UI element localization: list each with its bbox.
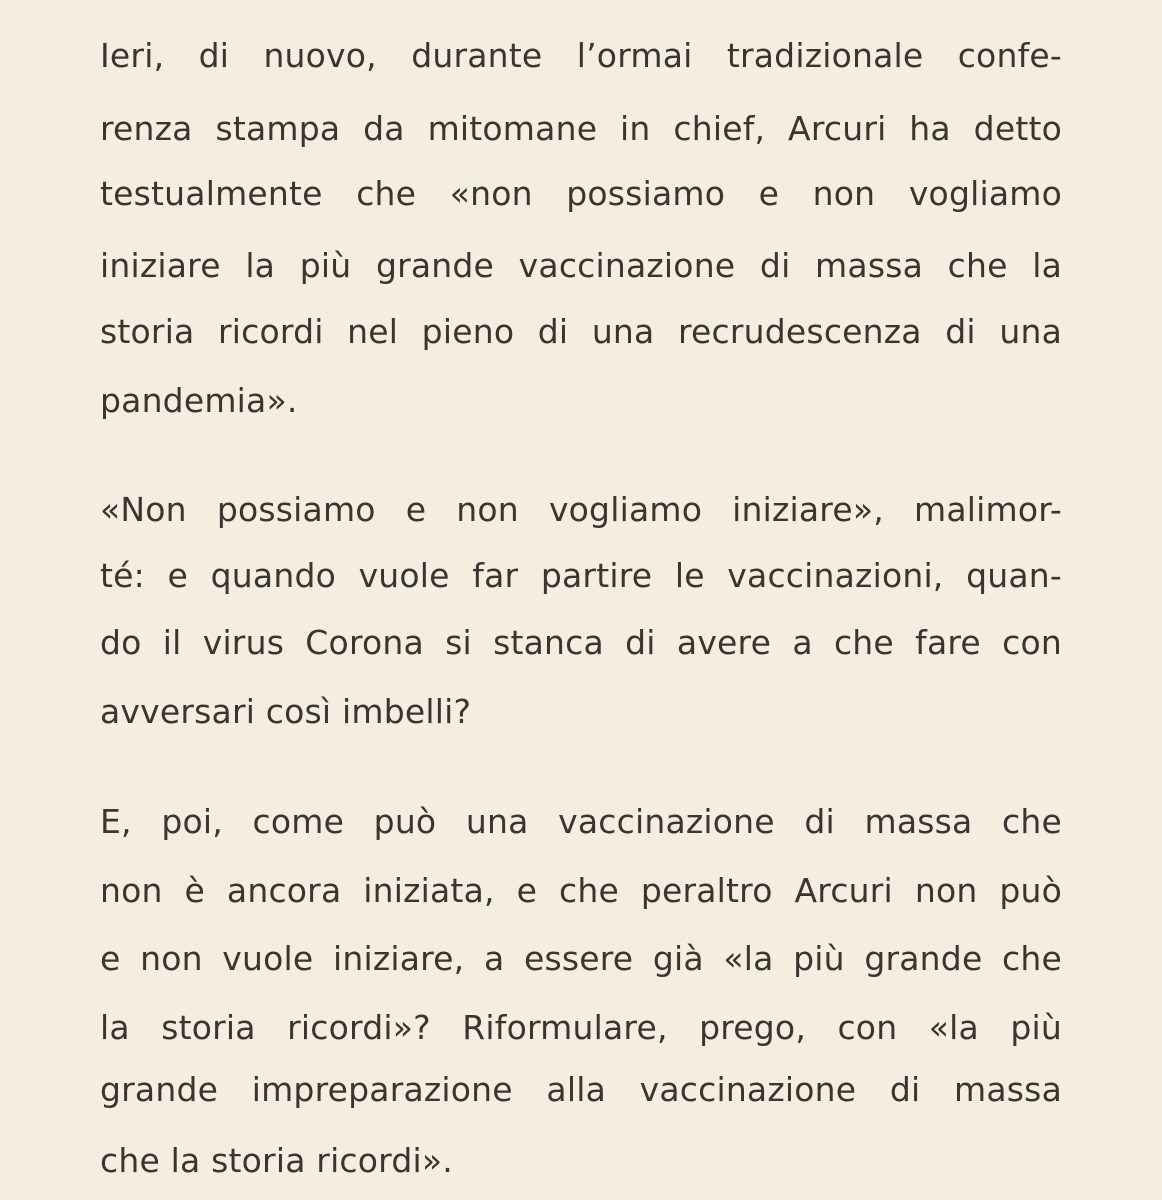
text-line: che la storia ricordi». — [100, 1141, 453, 1180]
text-line: storia ricordi nel pieno di una recrudescenza di una — [100, 312, 1062, 351]
text-line: pandemia». — [100, 381, 298, 420]
text-line: «Non possiamo e non vogliamo iniziare», malimor- — [100, 490, 1062, 529]
text-line: do il virus Corona si stanca di avere a che fare con — [100, 623, 1062, 662]
text-line: E, poi, come può una vaccinazione di massa che — [100, 802, 1062, 841]
text-line: Ieri, di nuovo, durante l’ormai tradizionale confe- — [100, 36, 1062, 75]
text-line: té: e quando vuole far partire le vaccinazioni, quan- — [100, 556, 1062, 595]
text-line: e non vuole iniziare, a essere già «la più grande che — [100, 939, 1062, 978]
text-line: iniziare la più grande vaccinazione di massa che la — [100, 246, 1062, 285]
text-line: la storia ricordi»? Riformulare, prego, con «la più — [100, 1008, 1062, 1047]
text-line: avversari così imbelli? — [100, 692, 472, 731]
text-line: testualmente che «non possiamo e non vogliamo — [100, 174, 1062, 213]
text-line: renza stampa da mitomane in chief, Arcuri ha detto — [100, 109, 1062, 148]
text-line: non è ancora iniziata, e che peraltro Arcuri non può — [100, 871, 1062, 910]
text-line: grande impreparazione alla vaccinazione di massa — [100, 1070, 1062, 1109]
